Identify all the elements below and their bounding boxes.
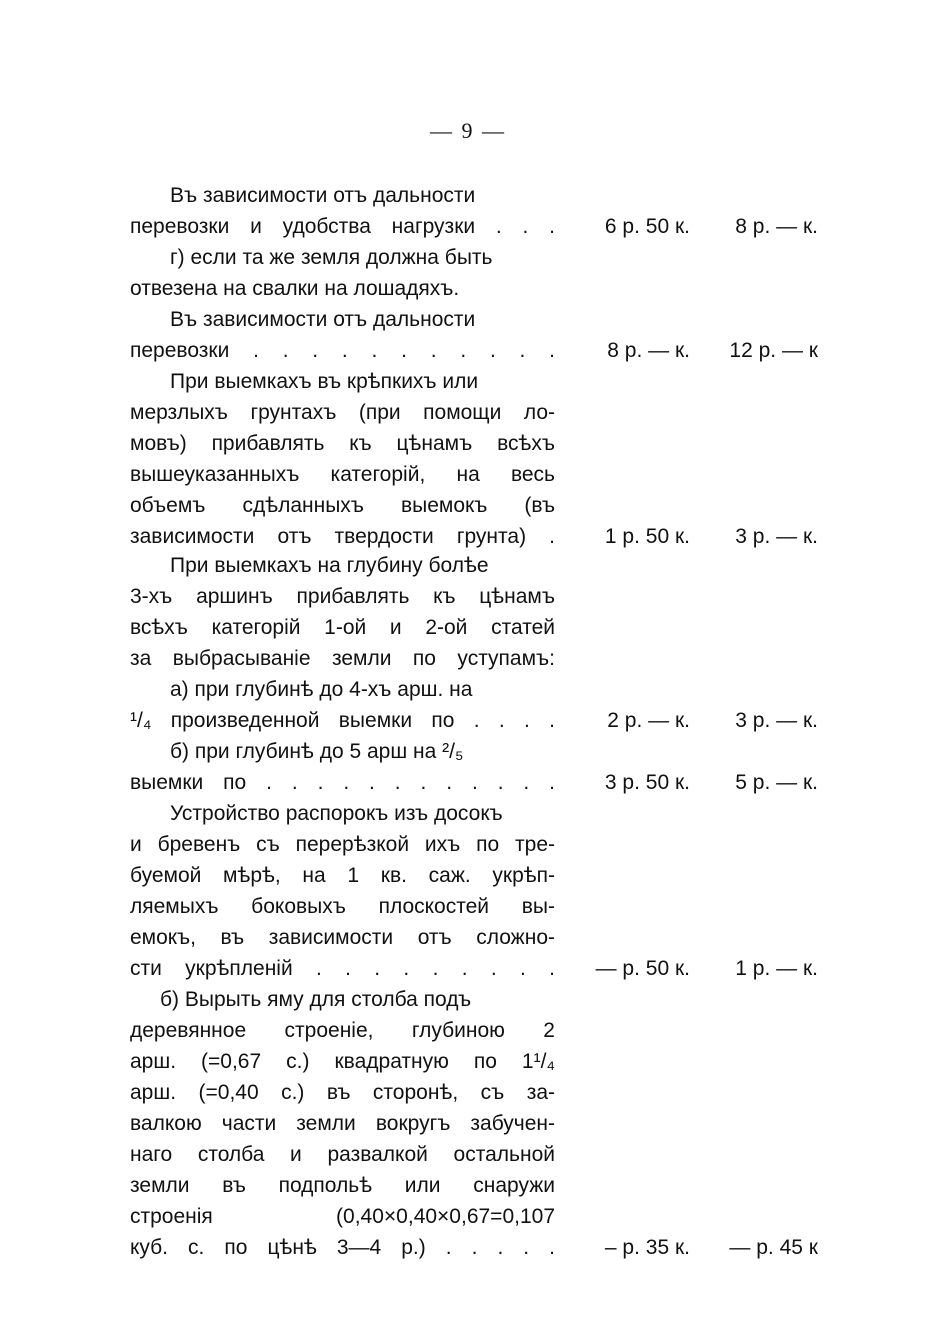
text-line: г) если та же земля должна быть bbox=[170, 246, 493, 269]
price-min: — р. 50 к. bbox=[595, 957, 690, 980]
price-max: 1 р. — к. bbox=[735, 957, 818, 980]
text-line: буемой мѣрѣ, на 1 кв. саж. укрѣп- bbox=[130, 864, 555, 887]
price-min: 1 р. 50 к. bbox=[604, 525, 690, 548]
text-line: При выемкахъ на глубину болѣе bbox=[170, 554, 489, 577]
text-line: а) при глубинѣ до 4-хъ арш. на bbox=[170, 678, 473, 701]
text-line: валкою части земли вокругъ забучен- bbox=[130, 1112, 555, 1135]
text-line: строенія (0,40×0,40×0,67=0,107 bbox=[130, 1205, 555, 1228]
text-line: наго столба и развалкой остальной bbox=[130, 1143, 555, 1166]
price-min: – р. 35 к. bbox=[604, 1236, 690, 1259]
text-line: куб. с. по цѣнѣ 3—4 р.) . . . . . bbox=[130, 1236, 555, 1259]
text-line: арш. (=0,40 с.) въ сторонѣ, съ за- bbox=[130, 1081, 555, 1104]
price-min: 2 р. — к. bbox=[607, 709, 690, 732]
text-line: земли въ подпольѣ или снаружи bbox=[130, 1174, 555, 1197]
text-line: мовъ) прибавлять къ цѣнамъ всѣхъ bbox=[130, 432, 555, 455]
price-min: 6 р. 50 к. bbox=[604, 215, 690, 238]
text-line: б) при глубинѣ до 5 арш на ²/₅ bbox=[170, 740, 464, 763]
text-line: перевозки . . . . . . . . . . . bbox=[130, 339, 555, 362]
text-line: деревянное строеніе, глубиною 2 bbox=[130, 1019, 555, 1042]
text-line: отвезена на свалки на лошадяхъ. bbox=[130, 277, 460, 300]
text-line: сти укрѣпленій . . . . . . . . . bbox=[130, 957, 555, 980]
text-line: При выемкахъ въ крѣпкихъ или bbox=[170, 370, 479, 393]
text-line: объемъ сдѣланныхъ выемокъ (въ bbox=[130, 494, 555, 517]
text-line: Въ зависимости отъ дальности bbox=[170, 308, 476, 331]
price-max: 3 р. — к. bbox=[735, 709, 818, 732]
text-line: ¹/₄ произведенной выемки по . . . . bbox=[130, 709, 555, 732]
text-line: выемки по . . . . . . . . . . . . bbox=[130, 771, 555, 794]
text-line: всѣхъ категорій 1-ой и 2-ой статей bbox=[130, 616, 555, 639]
text-line: мерзлыхъ грунтахъ (при помощи ло- bbox=[130, 401, 555, 424]
text-line: ляемыхъ боковыхъ плоскостей вы- bbox=[130, 895, 555, 918]
price-max: 8 р. — к. bbox=[735, 215, 818, 238]
text-line: зависимости отъ твердости грунта) . bbox=[130, 525, 555, 548]
text-line: б) Вырыть яму для столба подъ bbox=[160, 988, 472, 1011]
text-line: Устройство распорокъ изъ досокъ bbox=[170, 802, 503, 825]
page-number: — 9 — bbox=[430, 118, 506, 143]
text-line: арш. (=0,67 с.) квадратную по 1¹/₄ bbox=[130, 1050, 555, 1073]
text-line: емокъ, въ зависимости отъ сложно- bbox=[130, 926, 555, 949]
text-line: перевозки и удобства нагрузки . . . bbox=[130, 215, 555, 238]
text-line: Въ зависимости отъ дальности bbox=[170, 184, 476, 207]
price-max: — р. 45 к bbox=[729, 1236, 818, 1259]
text-line: за выбрасываніе земли по уступамъ: bbox=[130, 647, 555, 670]
price-min: 8 р. — к. bbox=[607, 339, 690, 362]
price-min: 3 р. 50 к. bbox=[604, 771, 690, 794]
price-max: 3 р. — к. bbox=[735, 525, 818, 548]
text-line: 3-хъ аршинъ прибавлять къ цѣнамъ bbox=[130, 585, 555, 608]
price-max: 5 р. — к. bbox=[735, 771, 818, 794]
price-max: 12 р. — к bbox=[729, 339, 818, 362]
text-line: вышеуказанныхъ категорій, на весь bbox=[130, 463, 555, 486]
text-line: и бревенъ съ перерѣзкой ихъ по тре- bbox=[130, 833, 555, 856]
